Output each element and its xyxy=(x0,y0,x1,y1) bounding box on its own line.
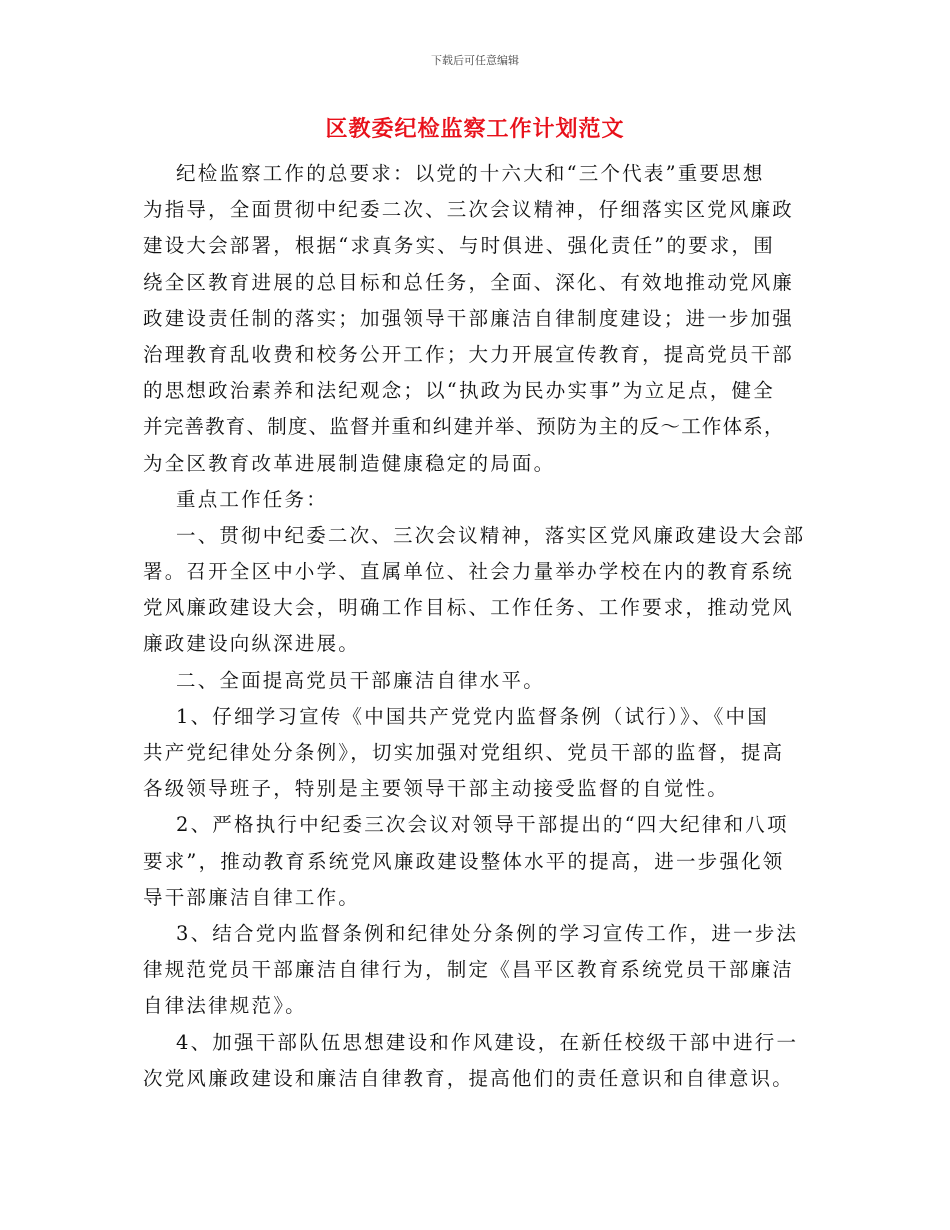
text-line: 为指导，全面贯彻中纪委二次、三次会议精神，仔细落实区党风廉政 xyxy=(143,198,795,222)
text-line: 二、全面提高党员干部廉洁自律水平。 xyxy=(176,668,545,692)
text-line: 的思想政治素养和法纪观念；以“执政为民办实事”为立足点，健全 xyxy=(143,379,775,403)
text-line: 共产党纪律处分条例》，切实加强对党组织、党员干部的监督，提高 xyxy=(143,741,785,764)
text-line: 2、严格执行中纪委三次会议对领导干部提出的“四大纪律和八项 xyxy=(176,813,789,837)
text-line: 导干部廉洁自律工作。 xyxy=(143,885,361,909)
text-line: 一、贯彻中纪委二次、三次会议精神，落实区党风廉政建设大会部 xyxy=(176,523,806,547)
text-line: 4、加强干部队伍思想建设和作风建设，在新任校级干部中进行一 xyxy=(176,1030,799,1054)
text-line: 政建设责任制的落实；加强领导干部廉洁自律制度建设；进一步加强 xyxy=(143,306,795,330)
text-line: 1、仔细学习宣传《中国共产党党内监督条例（试行）》、《中国 xyxy=(176,704,769,728)
header-note: 下载后可任意编辑 xyxy=(431,54,519,67)
document-body xyxy=(143,156,807,1097)
document-title: 区教委纪检监察工作计划范文 xyxy=(325,116,625,142)
text-line: 为全区教育改革进展制造健康稳定的局面。 xyxy=(143,451,556,475)
text-line: 署。召开全区中小学、直属单位、社会力量举办学校在内的教育系统 xyxy=(143,560,795,584)
text-line: 绕全区教育进展的总目标和总任务，全面、深化、有效地推动党风廉 xyxy=(143,270,795,294)
text-line: 3、结合党内监督条例和纪律处分条例的学习宣传工作，进一步法 xyxy=(176,921,799,945)
text-line: 并完善教育、制度、监督并重和纠建并举、预防为主的反～工作体系， xyxy=(143,415,785,439)
text-line: 律规范党员干部廉洁自律行为，制定《昌平区教育系统党员干部廉洁 xyxy=(143,958,795,982)
text-line: 党风廉政建设大会，明确工作目标、工作任务、工作要求，推动党风 xyxy=(143,596,795,620)
text-line: 次党风廉政建设和廉洁自律教育，提高他们的责任意识和自律意识。 xyxy=(143,1066,795,1090)
text-line: 各级领导班子，特别是主要领导干部主动接受监督的自觉性。 xyxy=(143,777,729,801)
text-line: 纪检监察工作的总要求：以党的十六大和“三个代表”重要思想 xyxy=(176,162,765,185)
text-line: 要求”，推动教育系统党风廉政建设整体水平的提高，进一步强化领 xyxy=(143,849,785,873)
text-line: 建设大会部署，根据“求真务实、与时俱进、强化责任”的要求，围 xyxy=(143,234,775,258)
text-line: 自律法律规范》。 xyxy=(143,994,307,1018)
text-line: 重点工作任务： xyxy=(176,487,328,511)
text-line: 治理教育乱收费和校务公开工作；大力开展宣传教育，提高党员干部 xyxy=(143,342,795,366)
text-line: 廉政建设向纵深进展。 xyxy=(143,632,361,656)
